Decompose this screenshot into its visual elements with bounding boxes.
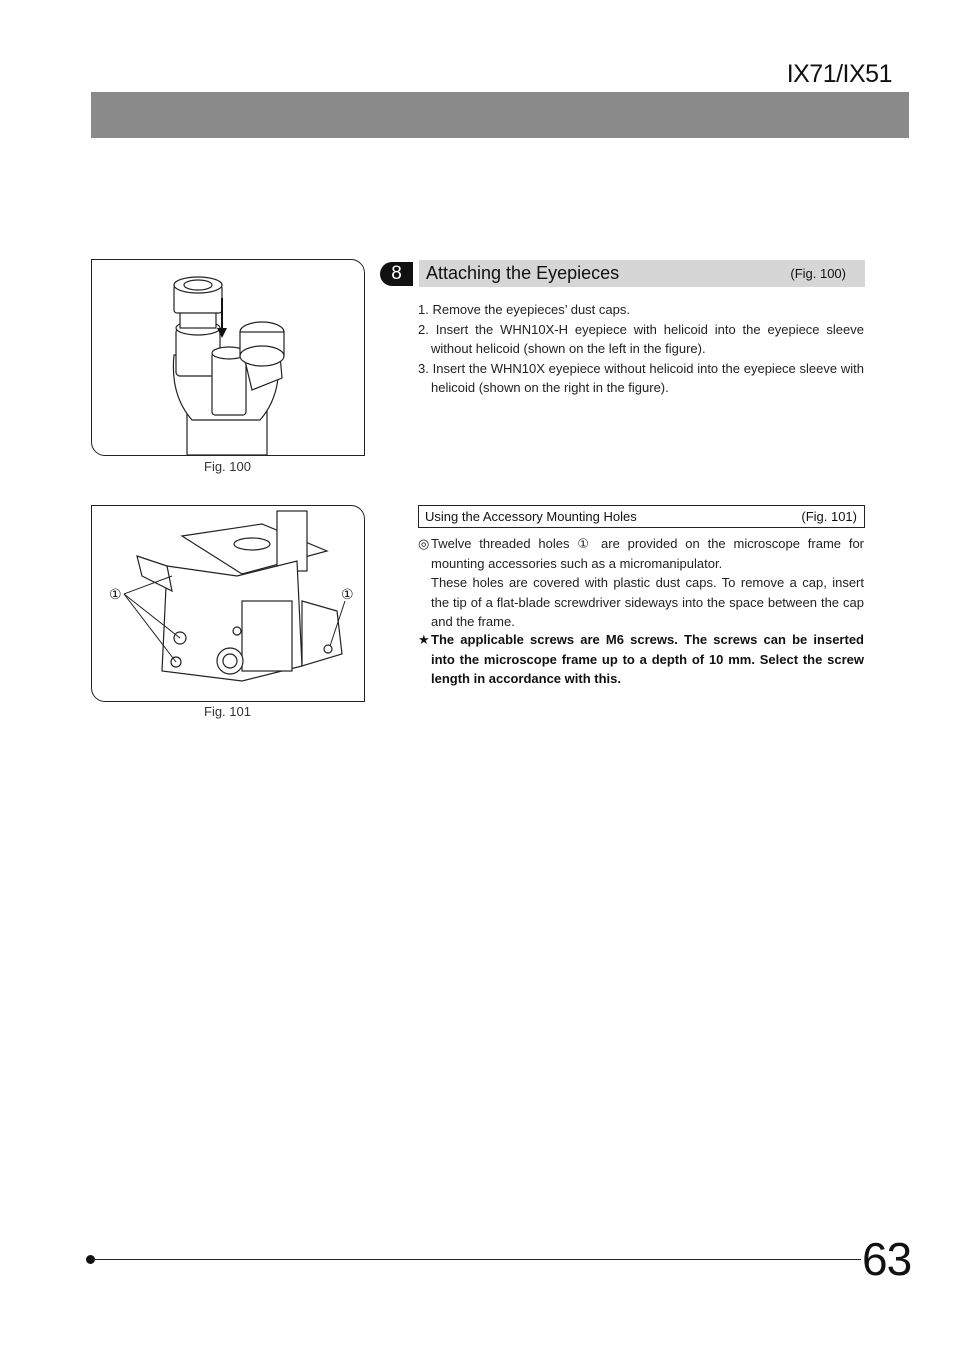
list-item: 3. Insert the WHN10X eyepiece without helicoid into the eyepiece sleeve with helicoid (shown on the right in the figure).: [418, 360, 864, 395]
subsection-figure-ref: (Fig. 101): [801, 509, 857, 524]
list-item: 1. Remove the eyepieces’ dust caps.: [418, 302, 630, 317]
figure-100-caption: Fig. 100: [204, 459, 251, 474]
list-item: 2. Insert the WHN10X-H eyepiece with helicoid into the eyepiece sleeve without helicoid (shown on the left in the figure).: [418, 321, 864, 356]
callout-number-1-right: ①: [341, 586, 354, 602]
note-paragraph: [418, 534, 864, 632]
model-title: IX71/IX51: [786, 60, 892, 88]
star-icon: ★: [418, 632, 430, 647]
footer-rule: [91, 1259, 861, 1260]
section-heading-bar: [419, 260, 865, 287]
subsection-heading-box: [418, 505, 865, 528]
figure-101-caption: Fig. 101: [204, 704, 251, 719]
figure-101-microscope-frame: [91, 505, 365, 702]
figure-100-eyepieces: [91, 259, 365, 456]
caution-paragraph: [418, 630, 864, 689]
note-text-2: These holes are covered with plastic dust caps. To remove a cap, insert the tip of a flat-blade screwdriver sideways into the space between the cap and the frame.: [431, 575, 864, 629]
microscope-frame-illustration: [92, 506, 364, 701]
section-title: Attaching the Eyepieces: [426, 263, 620, 283]
step-list: [418, 300, 864, 398]
callout-number-1-left: ①: [109, 586, 122, 602]
page-number: 63: [862, 1233, 912, 1285]
subsection-title: Using the Accessory Mounting Holes: [425, 509, 637, 524]
header-bar: [91, 92, 909, 138]
section-number-badge: 8: [380, 262, 413, 286]
eyepiece-illustration: [92, 260, 364, 455]
caution-text: The applicable screws are M6 screws. The screws can be inserted into the microscope frame up to a depth of 10 mm. Select the screw length in accordance with this.: [431, 632, 864, 686]
section-figure-ref: (Fig. 100): [790, 266, 846, 281]
note-text: Twelve threaded holes ① are provided on the microscope frame for mounting accessories such as a micromanipulator.: [431, 536, 864, 571]
note-symbol-icon: ◎: [418, 536, 430, 551]
